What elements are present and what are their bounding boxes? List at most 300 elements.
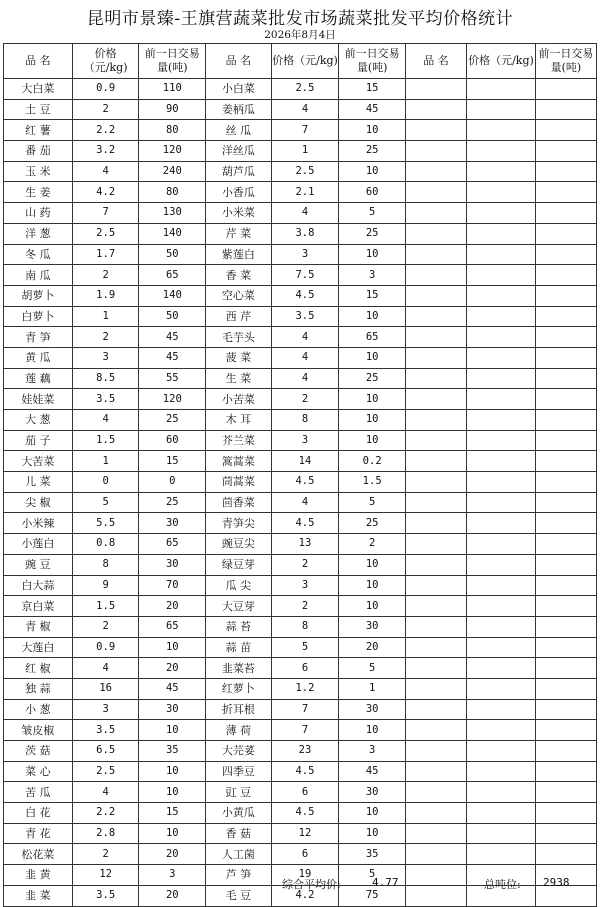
cell-name: 豇 豆	[206, 782, 272, 803]
cell-name: 番 茄	[4, 141, 73, 162]
cell-price: 2	[271, 389, 339, 410]
cell-name: 土 豆	[4, 99, 73, 120]
cell-name: 南 瓜	[4, 265, 73, 286]
cell-volume	[535, 844, 596, 865]
cell-volume	[535, 327, 596, 348]
cell-volume: 140	[139, 223, 206, 244]
cell-price	[467, 823, 536, 844]
cell-name: 西 芹	[206, 306, 272, 327]
cell-volume	[535, 347, 596, 368]
cell-price: 0	[72, 472, 139, 493]
cell-name: 四季豆	[206, 761, 272, 782]
cell-price: 7	[271, 720, 339, 741]
cell-name: 人工菌	[206, 844, 272, 865]
cell-price: 7.5	[271, 265, 339, 286]
table-row	[4, 492, 597, 513]
cell-price	[467, 678, 536, 699]
cell-name: 小米菜	[206, 203, 272, 224]
table-row	[4, 265, 597, 286]
cell-name: 茼蒿菜	[206, 472, 272, 493]
table-row	[4, 844, 597, 865]
cell-name: 葫芦瓜	[206, 161, 272, 182]
cell-name: 红 薯	[4, 120, 73, 141]
table-row	[4, 451, 597, 472]
cell-volume: 25	[339, 223, 406, 244]
cell-volume: 15	[139, 451, 206, 472]
cell-price	[467, 616, 536, 637]
cell-price	[467, 761, 536, 782]
cell-name: 白大蒜	[4, 575, 73, 596]
cell-volume	[535, 720, 596, 741]
cell-name: 芹 菜	[206, 223, 272, 244]
total-tonnage-value: 2938	[543, 876, 570, 889]
cell-price: 7	[271, 120, 339, 141]
cell-price: 3.2	[72, 141, 139, 162]
cell-price: 4	[271, 203, 339, 224]
cell-volume	[535, 79, 596, 100]
cell-volume	[535, 596, 596, 617]
cell-price: 2	[72, 844, 139, 865]
table-row	[4, 120, 597, 141]
table-row	[4, 244, 597, 265]
cell-volume: 10	[139, 761, 206, 782]
cell-name: 豌 豆	[4, 554, 73, 575]
cell-name: 毛 豆	[206, 885, 272, 906]
cell-name	[405, 741, 466, 762]
cell-price: 12	[72, 865, 139, 886]
cell-price: 2.8	[72, 823, 139, 844]
cell-price: 23	[271, 741, 339, 762]
cell-price: 2	[72, 327, 139, 348]
cell-name: 芦 笋	[206, 865, 272, 886]
cell-name	[405, 678, 466, 699]
table-row	[4, 761, 597, 782]
col-header-volume: 前一日交易量(吨)	[339, 44, 406, 79]
cell-volume: 10	[339, 347, 406, 368]
cell-volume	[535, 285, 596, 306]
cell-name	[405, 451, 466, 472]
cell-volume: 10	[339, 244, 406, 265]
cell-price	[467, 79, 536, 100]
cell-name: 白 花	[4, 803, 73, 824]
cell-volume	[535, 761, 596, 782]
cell-price	[467, 513, 536, 534]
cell-name	[405, 885, 466, 906]
cell-name: 蒜 苔	[206, 616, 272, 637]
cell-name	[405, 513, 466, 534]
cell-price: 6	[271, 844, 339, 865]
table-row	[4, 327, 597, 348]
cell-name: 紫莲白	[206, 244, 272, 265]
cell-volume: 5	[339, 658, 406, 679]
cell-price: 1	[72, 451, 139, 472]
cell-name: 茴香菜	[206, 492, 272, 513]
cell-volume	[535, 637, 596, 658]
cell-volume	[535, 554, 596, 575]
cell-name: 青 椒	[4, 616, 73, 637]
cell-name	[405, 823, 466, 844]
cell-volume: 45	[139, 347, 206, 368]
cell-price: 3.5	[271, 306, 339, 327]
cell-volume	[535, 699, 596, 720]
cell-volume: 3	[339, 741, 406, 762]
cell-volume: 10	[339, 823, 406, 844]
cell-name	[405, 492, 466, 513]
cell-price: 4	[271, 347, 339, 368]
cell-price: 6.5	[72, 741, 139, 762]
cell-name	[405, 803, 466, 824]
cell-name	[405, 596, 466, 617]
cell-name	[405, 410, 466, 431]
cell-volume: 30	[339, 699, 406, 720]
cell-price: 2	[271, 554, 339, 575]
cell-name	[405, 699, 466, 720]
col-header-volume: 前一日交易量(吨)	[139, 44, 206, 79]
cell-name: 青 笋	[4, 327, 73, 348]
table-row	[4, 223, 597, 244]
cell-name	[405, 244, 466, 265]
cell-name: 大白菜	[4, 79, 73, 100]
cell-name: 独 蒜	[4, 678, 73, 699]
cell-volume: 90	[139, 99, 206, 120]
cell-volume	[535, 410, 596, 431]
cell-price: 3	[271, 244, 339, 265]
cell-price: 1	[72, 306, 139, 327]
cell-volume: 25	[139, 492, 206, 513]
cell-name: 小苦菜	[206, 389, 272, 410]
cell-volume: 55	[139, 368, 206, 389]
cell-name	[405, 575, 466, 596]
cell-name: 冬 瓜	[4, 244, 73, 265]
table-row	[4, 575, 597, 596]
cell-price: 4.5	[271, 513, 339, 534]
cell-price: 19	[271, 865, 339, 886]
cell-volume: 65	[139, 265, 206, 286]
cell-name	[405, 782, 466, 803]
cell-volume: 10	[339, 596, 406, 617]
cell-price: 8	[72, 554, 139, 575]
cell-volume: 10	[139, 823, 206, 844]
cell-name	[405, 347, 466, 368]
cell-name: 黄 瓜	[4, 347, 73, 368]
cell-price: 0.9	[72, 637, 139, 658]
cell-price	[467, 285, 536, 306]
cell-price	[467, 182, 536, 203]
cell-name	[405, 120, 466, 141]
cell-name: 大苦菜	[4, 451, 73, 472]
cell-volume: 30	[139, 513, 206, 534]
average-price-label: 综合平均价:	[282, 878, 341, 891]
cell-price: 1.5	[72, 596, 139, 617]
cell-name: 韭 菜	[4, 885, 73, 906]
cell-volume	[535, 389, 596, 410]
table-row	[4, 141, 597, 162]
cell-volume	[535, 658, 596, 679]
cell-name: 菠 菜	[206, 347, 272, 368]
table-row	[4, 472, 597, 493]
col-header-name: 品 名	[405, 44, 466, 79]
cell-price: 1	[271, 141, 339, 162]
table-row	[4, 596, 597, 617]
cell-price	[467, 472, 536, 493]
average-price-value: 4.77	[372, 876, 399, 889]
cell-price: 2	[72, 265, 139, 286]
table-row	[4, 285, 597, 306]
cell-volume: 20	[339, 637, 406, 658]
table-row	[4, 782, 597, 803]
cell-price	[467, 741, 536, 762]
cell-price: 1.2	[271, 678, 339, 699]
cell-volume: 35	[139, 741, 206, 762]
cell-price: 6	[271, 658, 339, 679]
cell-name: 儿 菜	[4, 472, 73, 493]
cell-volume: 30	[139, 554, 206, 575]
cell-price	[467, 596, 536, 617]
cell-volume: 45	[339, 761, 406, 782]
cell-volume: 10	[339, 575, 406, 596]
cell-name: 木 耳	[206, 410, 272, 431]
cell-name	[405, 306, 466, 327]
cell-price: 14	[271, 451, 339, 472]
cell-price: 4.5	[271, 761, 339, 782]
cell-name	[405, 616, 466, 637]
cell-name: 尖 椒	[4, 492, 73, 513]
cell-volume: 3	[139, 865, 206, 886]
cell-volume: 10	[339, 306, 406, 327]
report-date: 2026年8月4日	[264, 29, 336, 41]
table-row	[4, 99, 597, 120]
cell-volume: 15	[339, 285, 406, 306]
cell-price: 9	[72, 575, 139, 596]
cell-name	[405, 389, 466, 410]
cell-price	[467, 265, 536, 286]
cell-volume	[535, 616, 596, 637]
cell-price: 2.1	[271, 182, 339, 203]
cell-price: 2	[271, 596, 339, 617]
cell-volume: 20	[139, 844, 206, 865]
cell-price: 4	[271, 368, 339, 389]
cell-price	[467, 120, 536, 141]
cell-name: 瓜 尖	[206, 575, 272, 596]
cell-price: 5	[72, 492, 139, 513]
cell-price	[467, 223, 536, 244]
cell-volume	[535, 472, 596, 493]
table-row	[4, 306, 597, 327]
cell-price	[467, 803, 536, 824]
cell-price: 4	[271, 492, 339, 513]
cell-volume: 120	[139, 141, 206, 162]
table-row	[4, 616, 597, 637]
cell-name: 洋 葱	[4, 223, 73, 244]
cell-name: 绿豆芽	[206, 554, 272, 575]
cell-volume: 10	[339, 410, 406, 431]
cell-name: 香 菜	[206, 265, 272, 286]
cell-price: 1.7	[72, 244, 139, 265]
cell-volume: 60	[339, 182, 406, 203]
cell-name: 苦 瓜	[4, 782, 73, 803]
cell-price: 3	[271, 575, 339, 596]
table-row	[4, 513, 597, 534]
cell-volume: 20	[139, 658, 206, 679]
cell-name: 小香瓜	[206, 182, 272, 203]
cell-price	[467, 720, 536, 741]
cell-price	[467, 782, 536, 803]
cell-volume: 0	[139, 472, 206, 493]
table-row	[4, 823, 597, 844]
cell-volume	[535, 741, 596, 762]
cell-volume	[535, 306, 596, 327]
cell-name: 青 花	[4, 823, 73, 844]
table-row	[4, 389, 597, 410]
cell-price: 4.5	[271, 472, 339, 493]
cell-name: 山 药	[4, 203, 73, 224]
cell-volume	[535, 678, 596, 699]
cell-name: 小 葱	[4, 699, 73, 720]
table-row	[4, 637, 597, 658]
cell-name	[405, 554, 466, 575]
cell-name: 小莲白	[4, 534, 73, 555]
cell-name: 白萝卜	[4, 306, 73, 327]
cell-name: 菜 心	[4, 761, 73, 782]
cell-name	[405, 368, 466, 389]
cell-name: 生 姜	[4, 182, 73, 203]
cell-price	[467, 575, 536, 596]
cell-price: 5.5	[72, 513, 139, 534]
cell-name	[405, 430, 466, 451]
cell-volume: 130	[139, 203, 206, 224]
cell-price: 2.5	[271, 161, 339, 182]
cell-volume: 10	[339, 389, 406, 410]
col-header-price: 价格（元/kg)	[467, 44, 536, 79]
cell-volume: 65	[139, 534, 206, 555]
cell-volume: 120	[139, 389, 206, 410]
table-row	[4, 79, 597, 100]
table-row	[4, 182, 597, 203]
cell-price: 7	[72, 203, 139, 224]
cell-name: 大莲白	[4, 637, 73, 658]
cell-price: 13	[271, 534, 339, 555]
cell-price: 5	[271, 637, 339, 658]
cell-volume: 10	[339, 720, 406, 741]
cell-name: 生 菜	[206, 368, 272, 389]
price-table	[3, 43, 597, 907]
cell-price: 8	[271, 616, 339, 637]
cell-price	[467, 451, 536, 472]
cell-name	[405, 844, 466, 865]
cell-volume	[535, 120, 596, 141]
cell-price: 4	[72, 161, 139, 182]
cell-name	[405, 161, 466, 182]
cell-name: 小白菜	[206, 79, 272, 100]
cell-volume: 5	[339, 865, 406, 886]
cell-price	[467, 844, 536, 865]
cell-volume: 65	[339, 327, 406, 348]
cell-name: 香 菇	[206, 823, 272, 844]
cell-volume	[535, 99, 596, 120]
cell-name: 娃娃菜	[4, 389, 73, 410]
cell-price	[467, 244, 536, 265]
cell-volume	[535, 161, 596, 182]
cell-name: 大芫荽	[206, 741, 272, 762]
cell-name: 篙蒿菜	[206, 451, 272, 472]
cell-price: 12	[271, 823, 339, 844]
cell-volume: 10	[339, 430, 406, 451]
cell-volume	[535, 803, 596, 824]
cell-volume	[535, 575, 596, 596]
cell-volume	[535, 513, 596, 534]
table-row	[4, 534, 597, 555]
cell-name	[405, 182, 466, 203]
col-header-volume: 前一日交易量(吨)	[535, 44, 596, 79]
cell-volume: 140	[139, 285, 206, 306]
col-header-price: 价格（元/kg)	[271, 44, 339, 79]
table-row	[4, 368, 597, 389]
cell-volume: 30	[139, 699, 206, 720]
cell-volume	[535, 182, 596, 203]
cell-price	[467, 410, 536, 431]
cell-name: 红萝卜	[206, 678, 272, 699]
cell-name: 京白菜	[4, 596, 73, 617]
cell-name	[405, 761, 466, 782]
cell-name: 小米辣	[4, 513, 73, 534]
cell-price	[467, 99, 536, 120]
cell-price: 4.2	[72, 182, 139, 203]
cell-volume: 240	[139, 161, 206, 182]
cell-price	[467, 161, 536, 182]
cell-name: 胡萝卜	[4, 285, 73, 306]
cell-price: 2.5	[72, 761, 139, 782]
cell-price	[467, 658, 536, 679]
cell-name: 红 椒	[4, 658, 73, 679]
cell-price: 4	[271, 327, 339, 348]
cell-volume: 80	[139, 182, 206, 203]
cell-name	[405, 327, 466, 348]
cell-price: 2	[72, 99, 139, 120]
cell-volume: 25	[339, 368, 406, 389]
cell-volume	[535, 223, 596, 244]
cell-volume: 25	[139, 410, 206, 431]
cell-price: 2.5	[271, 79, 339, 100]
cell-volume	[535, 265, 596, 286]
total-tonnage-label: 总吨位:	[484, 878, 521, 891]
cell-name	[405, 865, 466, 886]
cell-name: 丝 瓜	[206, 120, 272, 141]
cell-price: 8	[271, 410, 339, 431]
table-row	[4, 161, 597, 182]
cell-volume: 10	[339, 120, 406, 141]
cell-volume: 10	[339, 161, 406, 182]
cell-volume: 75	[339, 885, 406, 906]
cell-name: 韭 黄	[4, 865, 73, 886]
cell-name	[405, 472, 466, 493]
cell-volume: 1.5	[339, 472, 406, 493]
cell-name: 茨 菇	[4, 741, 73, 762]
cell-price	[467, 141, 536, 162]
cell-name: 茄 子	[4, 430, 73, 451]
cell-volume: 10	[139, 782, 206, 803]
cell-volume	[535, 492, 596, 513]
table-row	[4, 554, 597, 575]
cell-volume: 50	[139, 306, 206, 327]
cell-price: 4.5	[271, 803, 339, 824]
cell-volume	[535, 430, 596, 451]
cell-volume: 65	[139, 616, 206, 637]
table-row	[4, 803, 597, 824]
cell-name: 折耳根	[206, 699, 272, 720]
cell-price: 4.5	[271, 285, 339, 306]
table-row	[4, 720, 597, 741]
cell-name	[405, 203, 466, 224]
